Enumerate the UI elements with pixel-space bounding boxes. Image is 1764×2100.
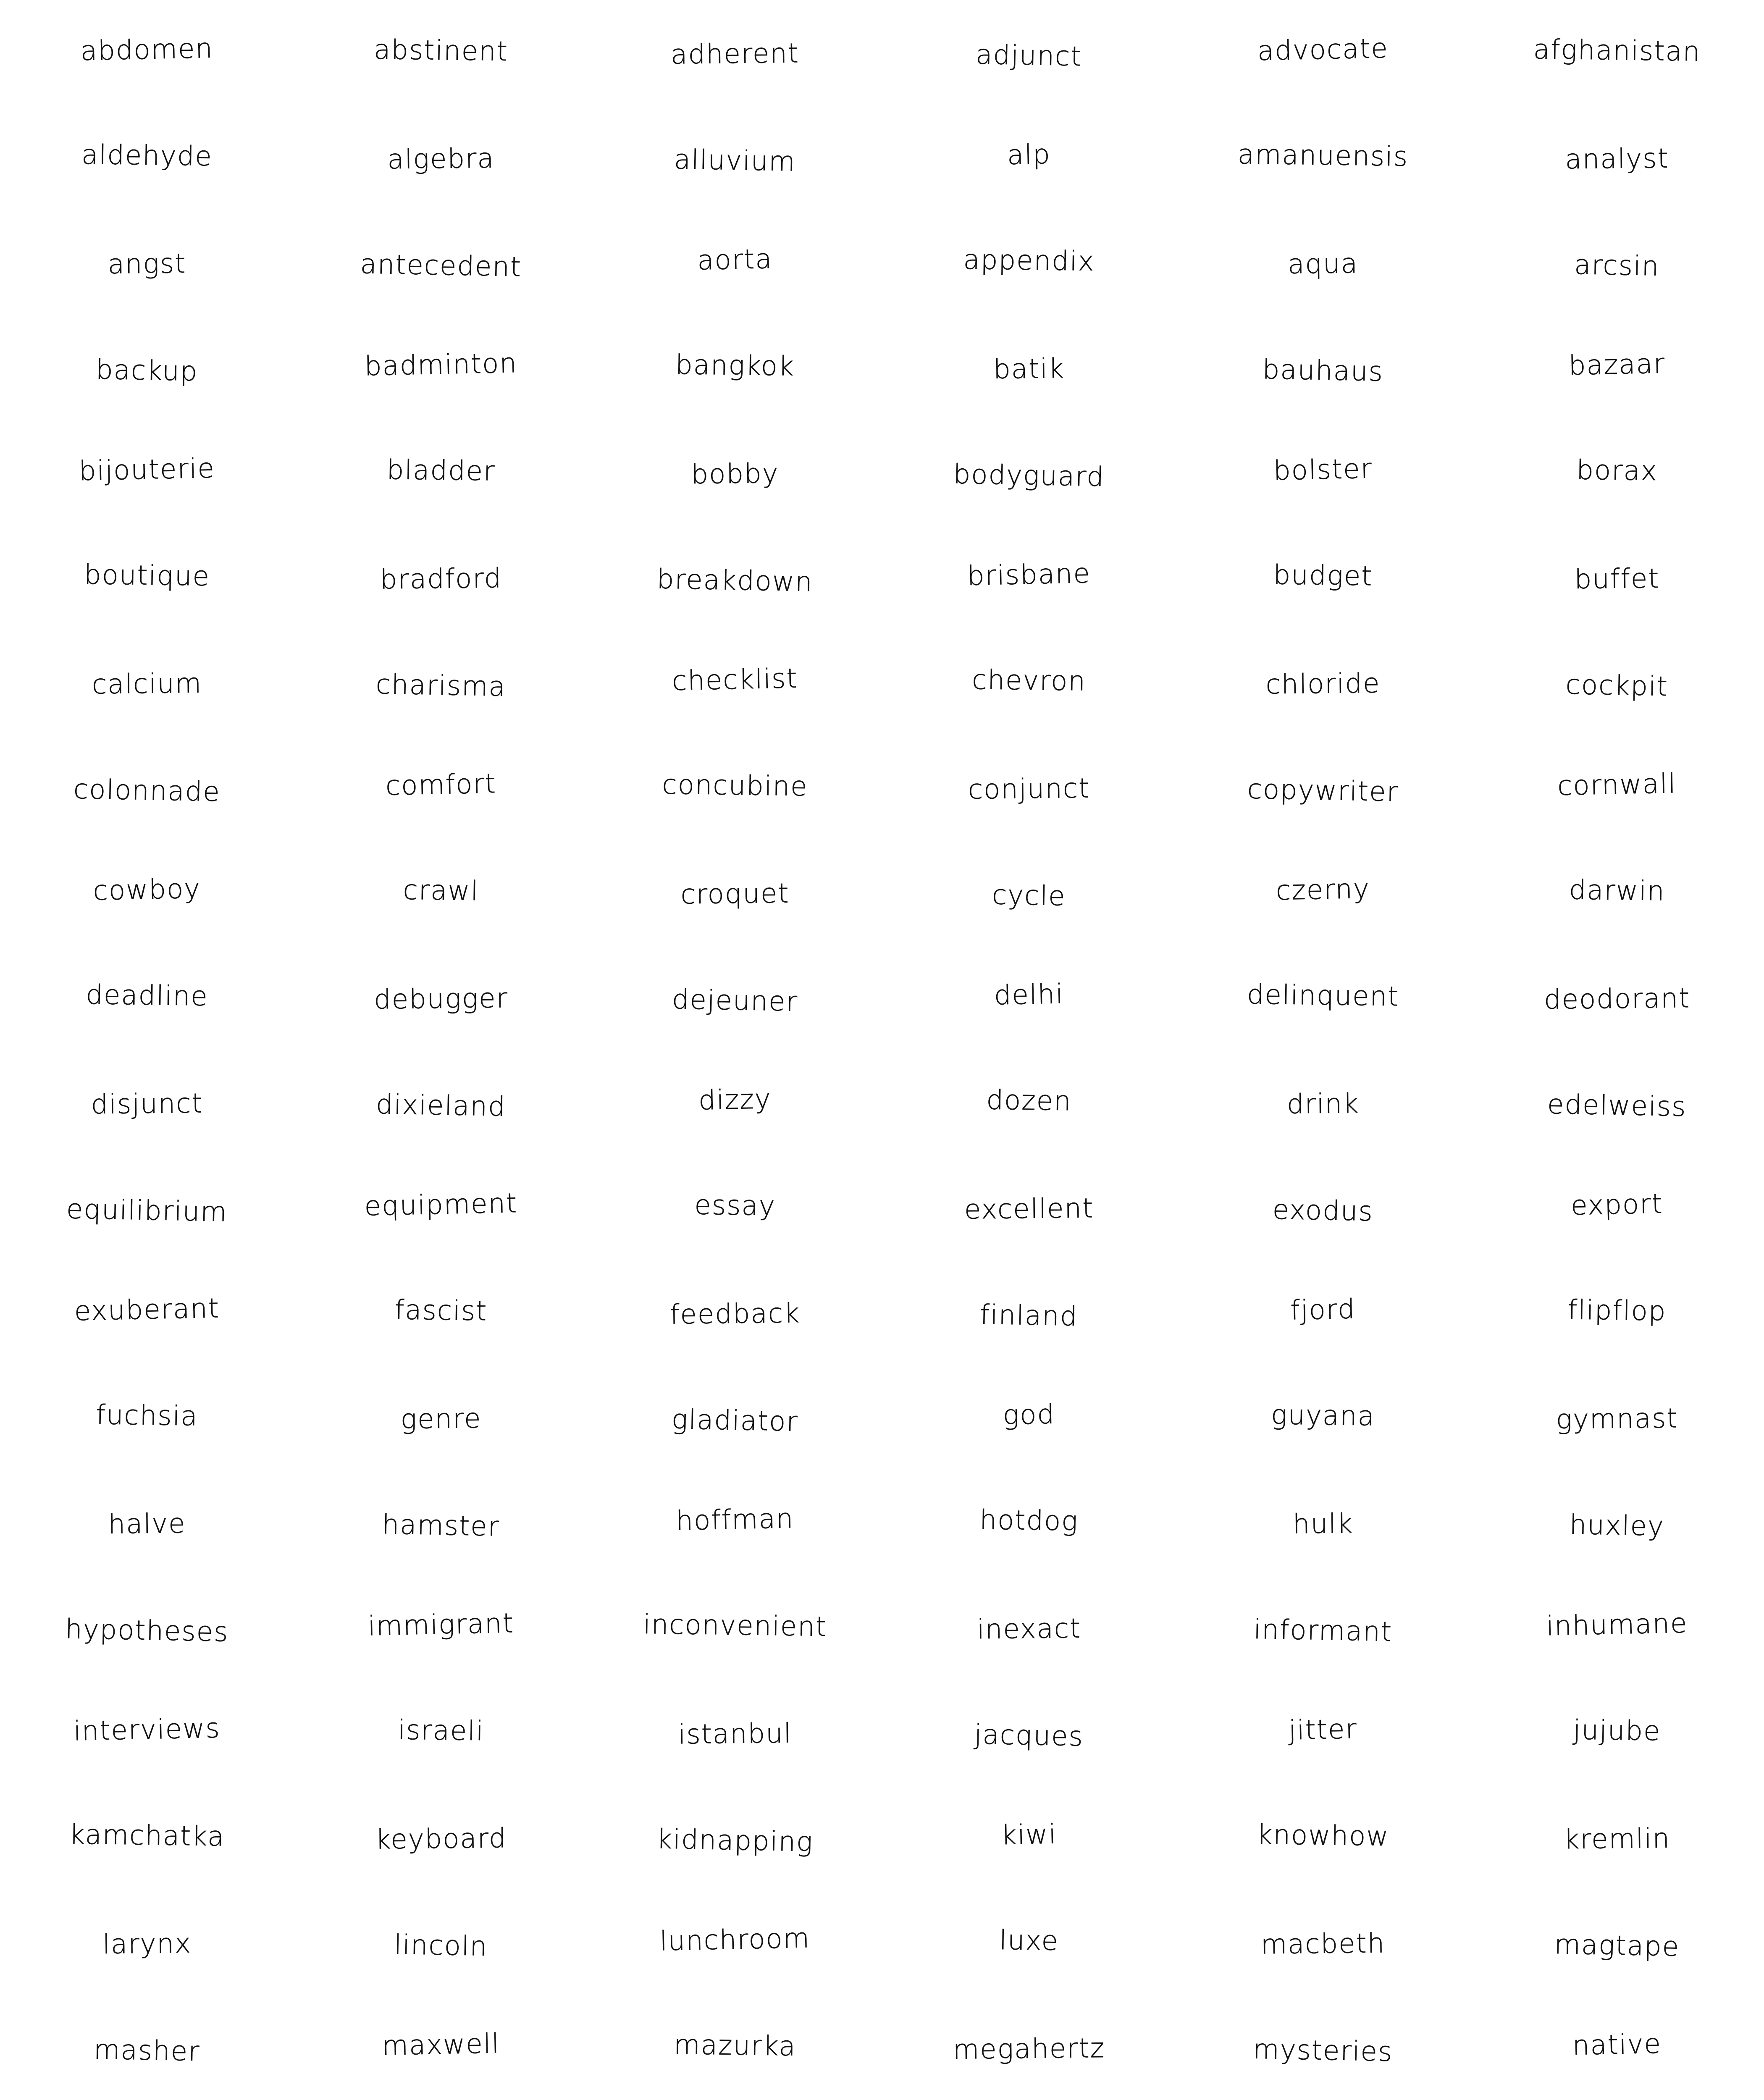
handwritten-word: hypotheses (65, 1614, 229, 1648)
handwritten-word: cockpit (1565, 669, 1669, 703)
handwritten-word: aldehyde (81, 139, 213, 173)
handwritten-word: disjunct (91, 1088, 203, 1121)
handwritten-word: inhumane (1546, 1608, 1688, 1642)
handwritten-word: hamster (382, 1509, 500, 1543)
handwritten-word: larynx (102, 1928, 192, 1961)
handwritten-word: calcium (92, 668, 202, 701)
handwritten-word: lunchroom (659, 1923, 811, 1957)
handwritten-word: cornwall (1557, 768, 1677, 802)
handwritten-word: dixieland (375, 1089, 507, 1123)
handwritten-word: kidnapping (656, 1824, 814, 1858)
handwritten-word: aqua (1287, 248, 1359, 280)
handwritten-word: jacques (974, 1719, 1084, 1753)
handwritten-word: kamchatka (69, 1819, 225, 1853)
handwritten-word: bazaar (1568, 348, 1666, 382)
handwritten-word: kiwi (1000, 1819, 1058, 1851)
handwritten-word: afghanistan (1533, 34, 1701, 68)
handwritten-word: drink (1286, 1088, 1360, 1120)
handwritten-word: algebra (387, 143, 495, 176)
handwritten-word: jitter (1288, 1714, 1358, 1746)
handwritten-word: delinquent (1247, 979, 1399, 1013)
handwritten-word: breakdown (656, 564, 814, 598)
handwritten-word: essay (694, 1189, 776, 1222)
handwritten-word: checklist (672, 663, 798, 697)
handwritten-word: fuchsia (95, 1399, 199, 1432)
handwritten-word: bodyguard (953, 459, 1105, 493)
handwritten-word: debugger (373, 983, 509, 1016)
handwritten-word: equilibrium (66, 1194, 228, 1228)
handwritten-word: comfort (385, 768, 497, 802)
handwritten-word: chloride (1265, 668, 1381, 701)
handwritten-word: macbeth (1260, 1928, 1386, 1961)
handwritten-word: finland (979, 1299, 1079, 1333)
handwritten-word: concubine (662, 769, 808, 803)
handwritten-word: hotdog (979, 1504, 1079, 1537)
handwritten-word: backup (95, 354, 199, 388)
handwritten-word: angst (108, 248, 186, 280)
handwritten-word: export (1570, 1188, 1664, 1222)
handwritten-word: keyboard (375, 1823, 507, 1856)
handwritten-word: conjunct (968, 773, 1090, 806)
handwritten-word: alluvium (674, 144, 796, 178)
handwritten-word: equipment (364, 1188, 518, 1222)
handwritten-word: informant (1253, 1614, 1393, 1648)
handwritten-word: hulk (1292, 1508, 1354, 1540)
handwritten-word: bauhaus (1262, 354, 1384, 388)
handwritten-word: inexact (976, 1613, 1082, 1646)
handwritten-word: bijouterie (79, 453, 215, 487)
handwritten-word: knowhow (1256, 1819, 1390, 1853)
handwritten-word: magtape (1554, 1929, 1680, 1963)
handwritten-word: alp (1007, 139, 1051, 171)
handwritten-word: amanuensis (1237, 139, 1409, 173)
handwritten-word: exodus (1272, 1194, 1374, 1228)
handwritten-word: dozen (986, 1084, 1072, 1117)
handwritten-word: israeli (397, 1714, 485, 1747)
handwritten-word: masher (93, 2034, 201, 2068)
handwritten-word: guyana (1270, 1399, 1376, 1432)
handwritten-word: croquet (680, 878, 790, 911)
handwritten-word: czerny (1276, 873, 1370, 907)
handwritten-word: gladiator (671, 1404, 799, 1438)
handwritten-word: excellent (964, 1193, 1094, 1226)
handwritten-word: dejeuner (672, 984, 798, 1018)
handwritten-word: jujube (1573, 1714, 1661, 1747)
handwritten-word: abstinent (373, 34, 509, 68)
handwritten-word: aorta (697, 244, 773, 276)
handwritten-word: fascist (394, 1294, 488, 1327)
handwritten-word: antecedent (360, 249, 522, 283)
handwritten-word: borax (1576, 454, 1658, 487)
handwritten-word: batik (993, 353, 1065, 385)
handwritten-word: crawl (403, 874, 479, 907)
handwritten-word: badminton (364, 348, 518, 382)
handwritten-word: bobby (691, 458, 779, 491)
handwritten-word: adherent (670, 38, 800, 71)
handwritten-word: deadline (85, 979, 209, 1013)
handwritten-word: adjunct (975, 39, 1083, 73)
handwritten-word: genre (400, 1403, 482, 1436)
handwritten-word: fjord (1290, 1294, 1356, 1326)
handwritten-word: exuberant (74, 1293, 220, 1327)
handwritten-word: feedback (669, 1298, 801, 1331)
handwritten-word: bradford (380, 563, 502, 596)
handwritten-word: lincoln (394, 1929, 488, 1963)
handwritten-word: megahertz (953, 2033, 1105, 2066)
handwritten-word: bladder (386, 454, 496, 487)
handwritten-word: boutique (84, 559, 210, 593)
handwritten-word: colonnade (73, 774, 221, 808)
handwritten-word: copywriter (1247, 774, 1399, 808)
handwritten-word: immigrant (368, 1608, 514, 1642)
handwritten-word: appendix (963, 244, 1095, 278)
handwritten-word: istanbul (678, 1718, 792, 1751)
handwritten-word: darwin (1569, 874, 1665, 907)
handwritten-word: abdomen (80, 33, 214, 67)
handwritten-word: deodorant (1544, 983, 1690, 1016)
handwritten-word: interviews (73, 1713, 221, 1747)
handwritten-word: budget (1273, 559, 1373, 592)
handwritten-word: bolster (1273, 453, 1373, 487)
handwritten-word: hoffman (675, 1503, 795, 1537)
handwritten-word: huxley (1569, 1509, 1665, 1543)
handwritten-word: dizzy (698, 1084, 772, 1116)
handwritten-word: brisbane (967, 558, 1091, 592)
handwritten-word: inconvenient (643, 1609, 827, 1643)
handwritten-word: gymnast (1556, 1403, 1678, 1436)
handwritten-word: kremlin (1563, 1823, 1671, 1856)
handwritten-word: maxwell (381, 2028, 500, 2062)
handwritten-word: cycle (992, 879, 1066, 912)
handwritten-word: halve (108, 1508, 186, 1540)
handwritten-word: native (1572, 2028, 1662, 2062)
handwritten-word: delhi (994, 979, 1064, 1011)
handwritten-word: chevron (971, 664, 1087, 697)
handwritten-word: mysteries (1252, 2034, 1393, 2068)
handwritten-word: edelweiss (1547, 1089, 1687, 1123)
handwritten-word: analyst (1565, 143, 1669, 176)
handwritten-word: advocate (1257, 33, 1389, 67)
handwritten-word: arcsin (1574, 249, 1660, 282)
handwritten-word: charisma (375, 669, 507, 703)
handwritten-word: luxe (999, 1925, 1059, 1957)
handwritten-word: god (1003, 1399, 1055, 1431)
handwritten-word: buffet (1574, 563, 1660, 596)
handwritten-word: flipflop (1567, 1294, 1667, 1327)
handwritten-word: mazurka (673, 2029, 797, 2063)
handwritten-word: cowboy (92, 873, 201, 907)
handwritten-word: bangkok (675, 349, 795, 382)
